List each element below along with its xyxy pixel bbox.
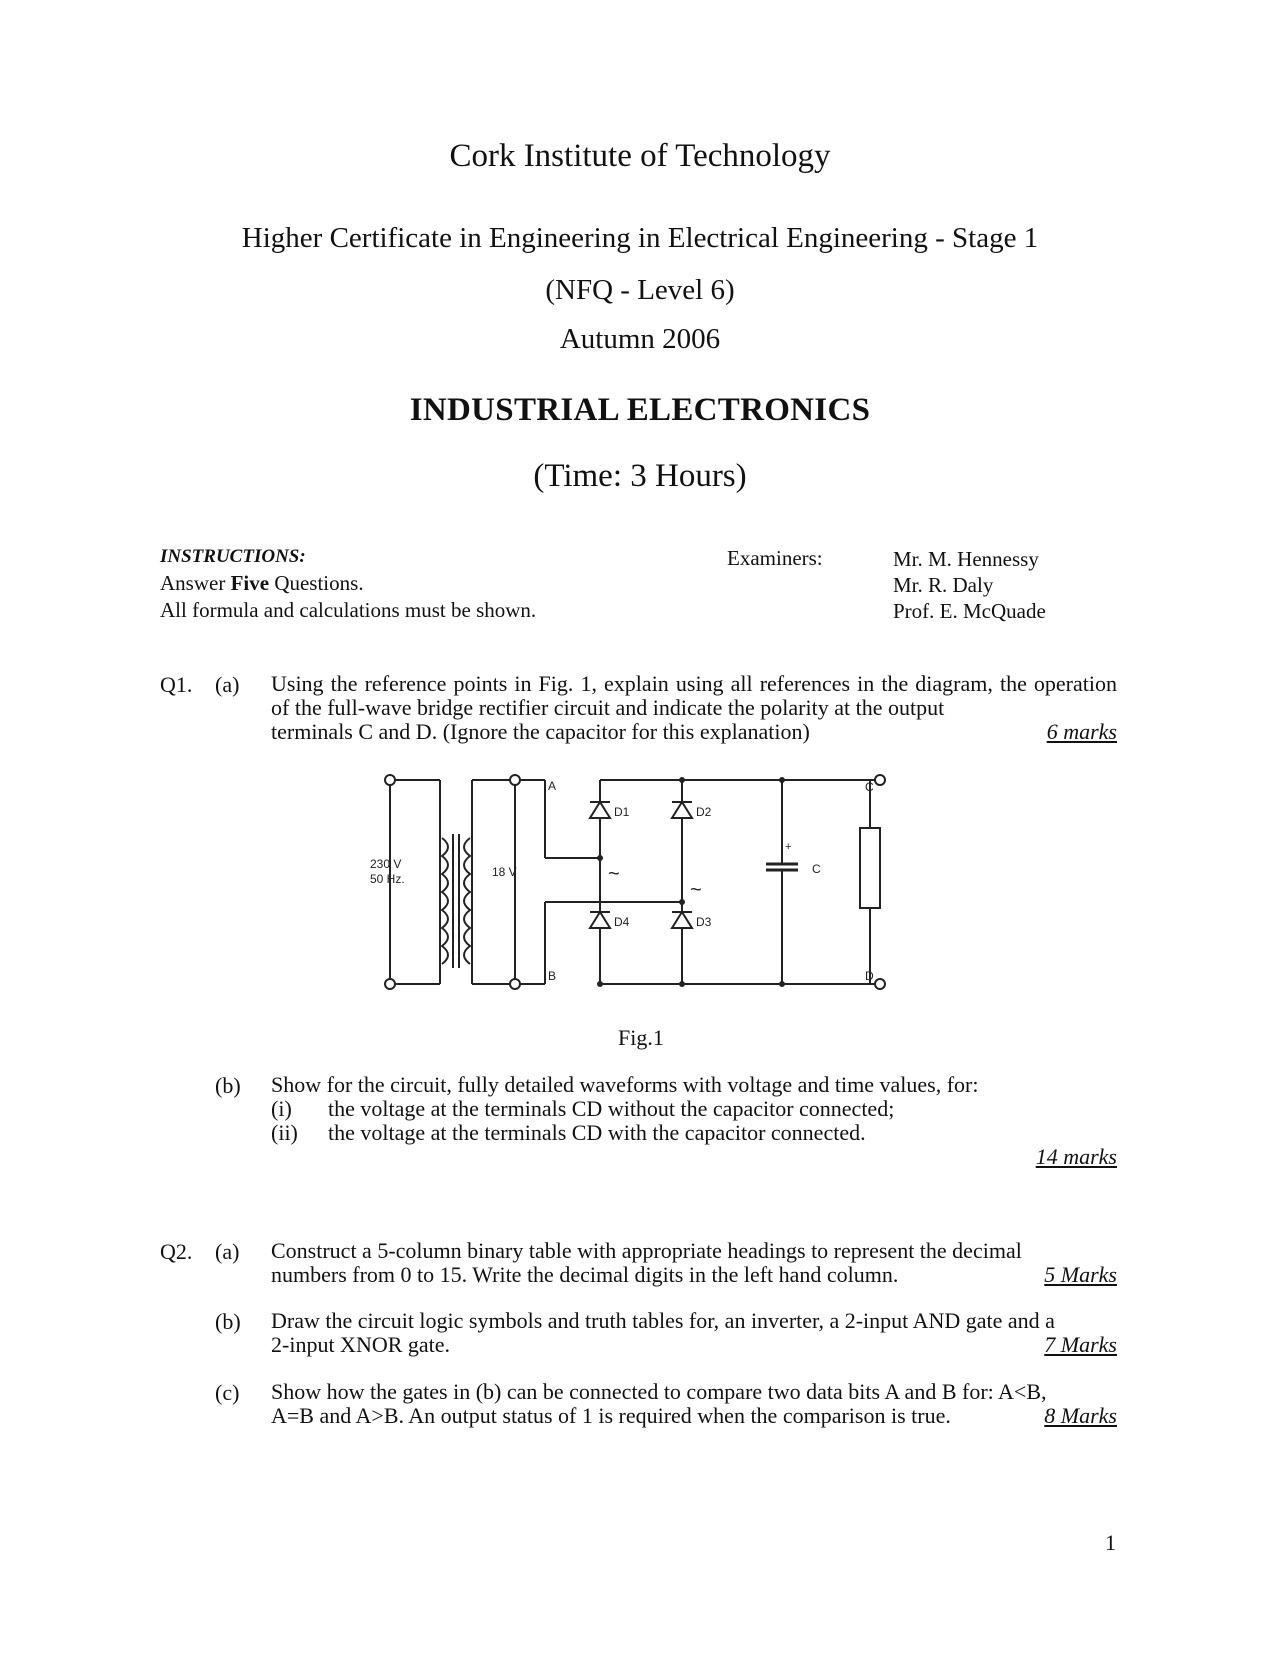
terminal-circle (385, 775, 395, 785)
label-capacitor: C (812, 862, 821, 876)
junction-dot (779, 981, 785, 987)
question-number: Q1. (160, 672, 193, 697)
diode-d1 (590, 802, 610, 818)
bridge-rectifier-circuit-diagram (360, 768, 920, 1000)
marks-label: 8 Marks (1044, 1403, 1117, 1428)
subject-title: INDUSTRIAL ELECTRONICS (409, 392, 871, 428)
question-part-label: (c) (215, 1380, 240, 1405)
junction-dot (679, 777, 685, 783)
exam-duration: (Time: 3 Hours) (533, 458, 747, 494)
label-d4: D4 (614, 915, 630, 929)
question-text-body: Show for the circuit, fully detailed waveforms with voltage and time values, for: (271, 1072, 979, 1097)
figure-caption: Fig.1 (618, 1025, 664, 1050)
question-last-line (271, 1404, 1117, 1428)
page-number: 1 (1105, 1530, 1116, 1555)
question-text-end: 2-input XNOR gate. (271, 1332, 451, 1357)
terminal-circle (875, 775, 885, 785)
exam-term: Autumn 2006 (559, 323, 721, 355)
question-text (271, 1380, 1117, 1428)
secondary-coil (464, 838, 470, 964)
examiner-name: Mr. R. Daly (893, 573, 994, 597)
label-d-terminal: D (865, 969, 874, 983)
course-title: Higher Certificate in Engineering in Electrical Engineering - Stage 1 (241, 222, 1039, 254)
label-b: B (548, 969, 557, 983)
question-part-label: (a) (215, 672, 240, 697)
question-text-end: terminals C and D. (Ignore the capacitor for this explanation) (271, 719, 810, 744)
question-text-body: Using the reference points in Fig. 1, explain using all references in the diagram, the operation of the full-wave bridge rectifier circuit and indicate the polarity at the output (271, 671, 1117, 720)
institution-title: Cork Institute of Technology (449, 138, 831, 174)
marks-label: 6 marks (1046, 719, 1117, 744)
question-text-body: Construct a 5-column binary table with appropriate headings to represent the decimal (271, 1238, 1022, 1263)
question-part-label: (b) (215, 1073, 241, 1098)
instructions-block (160, 543, 536, 624)
examiner-name: Mr. M. Hennessy (893, 547, 1039, 571)
instr-bold: Five (230, 571, 270, 595)
label-primary-frequency: 50 Hz. (370, 872, 405, 886)
label-ac-tilde: ~ (608, 863, 620, 885)
label-c-terminal: C (865, 780, 874, 794)
junction-dot (779, 777, 785, 783)
question-text-end: A=B and A>B. An output status of 1 is required when the comparison is true. (271, 1403, 951, 1428)
examiners-list (893, 546, 1046, 624)
question-last-line (271, 1333, 1117, 1357)
primary-coil (442, 838, 448, 964)
label-primary-voltage: 230 V (370, 857, 402, 871)
sub-item (271, 1097, 1117, 1121)
label-plus: + (785, 841, 792, 853)
question-text-end: numbers from 0 to 15. Write the decimal digits in the left hand column. (271, 1262, 899, 1287)
terminal-circle (385, 979, 395, 989)
junction-dot (597, 981, 603, 987)
instructions-heading: INSTRUCTIONS: (160, 546, 306, 567)
question-text (271, 1239, 1117, 1287)
question-part-label: (a) (215, 1239, 240, 1264)
junction-dot (679, 981, 685, 987)
instructions-line-1 (160, 570, 536, 597)
sub-item-number: (i) (271, 1096, 292, 1121)
marks-label: 7 Marks (1044, 1332, 1117, 1357)
question-last-line (271, 1263, 1117, 1287)
instructions-line-2: All formula and calculations must be shown. (160, 598, 537, 622)
label-ac-tilde: ~ (690, 879, 702, 901)
label-d1: D1 (614, 805, 630, 819)
label-a: A (548, 779, 557, 793)
terminal-circle (510, 775, 520, 785)
question-text-body: Draw the circuit logic symbols and truth tables for, an inverter, a 2-input AND gate and a (271, 1308, 1055, 1333)
question-text (271, 1309, 1117, 1357)
junction-dot (597, 855, 603, 861)
sub-item-text: the voltage at the terminals CD with the capacitor connected. (328, 1120, 866, 1145)
label-d3: D3 (696, 915, 712, 929)
marks-label: 5 Marks (1044, 1262, 1117, 1287)
question-text (271, 672, 1117, 744)
nfq-level: (NFQ - Level 6) (545, 274, 735, 306)
diode-d2 (672, 802, 692, 818)
question-last-line (271, 720, 1117, 744)
question-part-label: (b) (215, 1309, 241, 1334)
examiners-label: Examiners: (727, 546, 823, 570)
question-marks-line (271, 1145, 1117, 1169)
junction-dot (679, 899, 685, 905)
examiner-name: Prof. E. McQuade (893, 599, 1046, 623)
diode-d4 (590, 912, 610, 928)
instr-text: Answer (160, 571, 231, 595)
sub-item-number: (ii) (271, 1120, 298, 1145)
diode-d3 (672, 912, 692, 928)
label-d2: D2 (696, 805, 712, 819)
sub-item-text: the voltage at the terminals CD without the capacitor connected; (328, 1096, 895, 1121)
question-text (271, 1073, 1117, 1169)
marks-label: 14 marks (1035, 1144, 1117, 1169)
sub-item (271, 1121, 1117, 1145)
terminal-circle (510, 979, 520, 989)
question-text-body: Show how the gates in (b) can be connected to compare two data bits A and B for: A<B, (271, 1379, 1047, 1404)
question-number: Q2. (160, 1239, 193, 1264)
label-secondary-voltage: 18 V (492, 865, 517, 879)
load-resistor (860, 828, 880, 908)
instr-text: Questions. (269, 571, 364, 595)
terminal-circle (875, 979, 885, 989)
